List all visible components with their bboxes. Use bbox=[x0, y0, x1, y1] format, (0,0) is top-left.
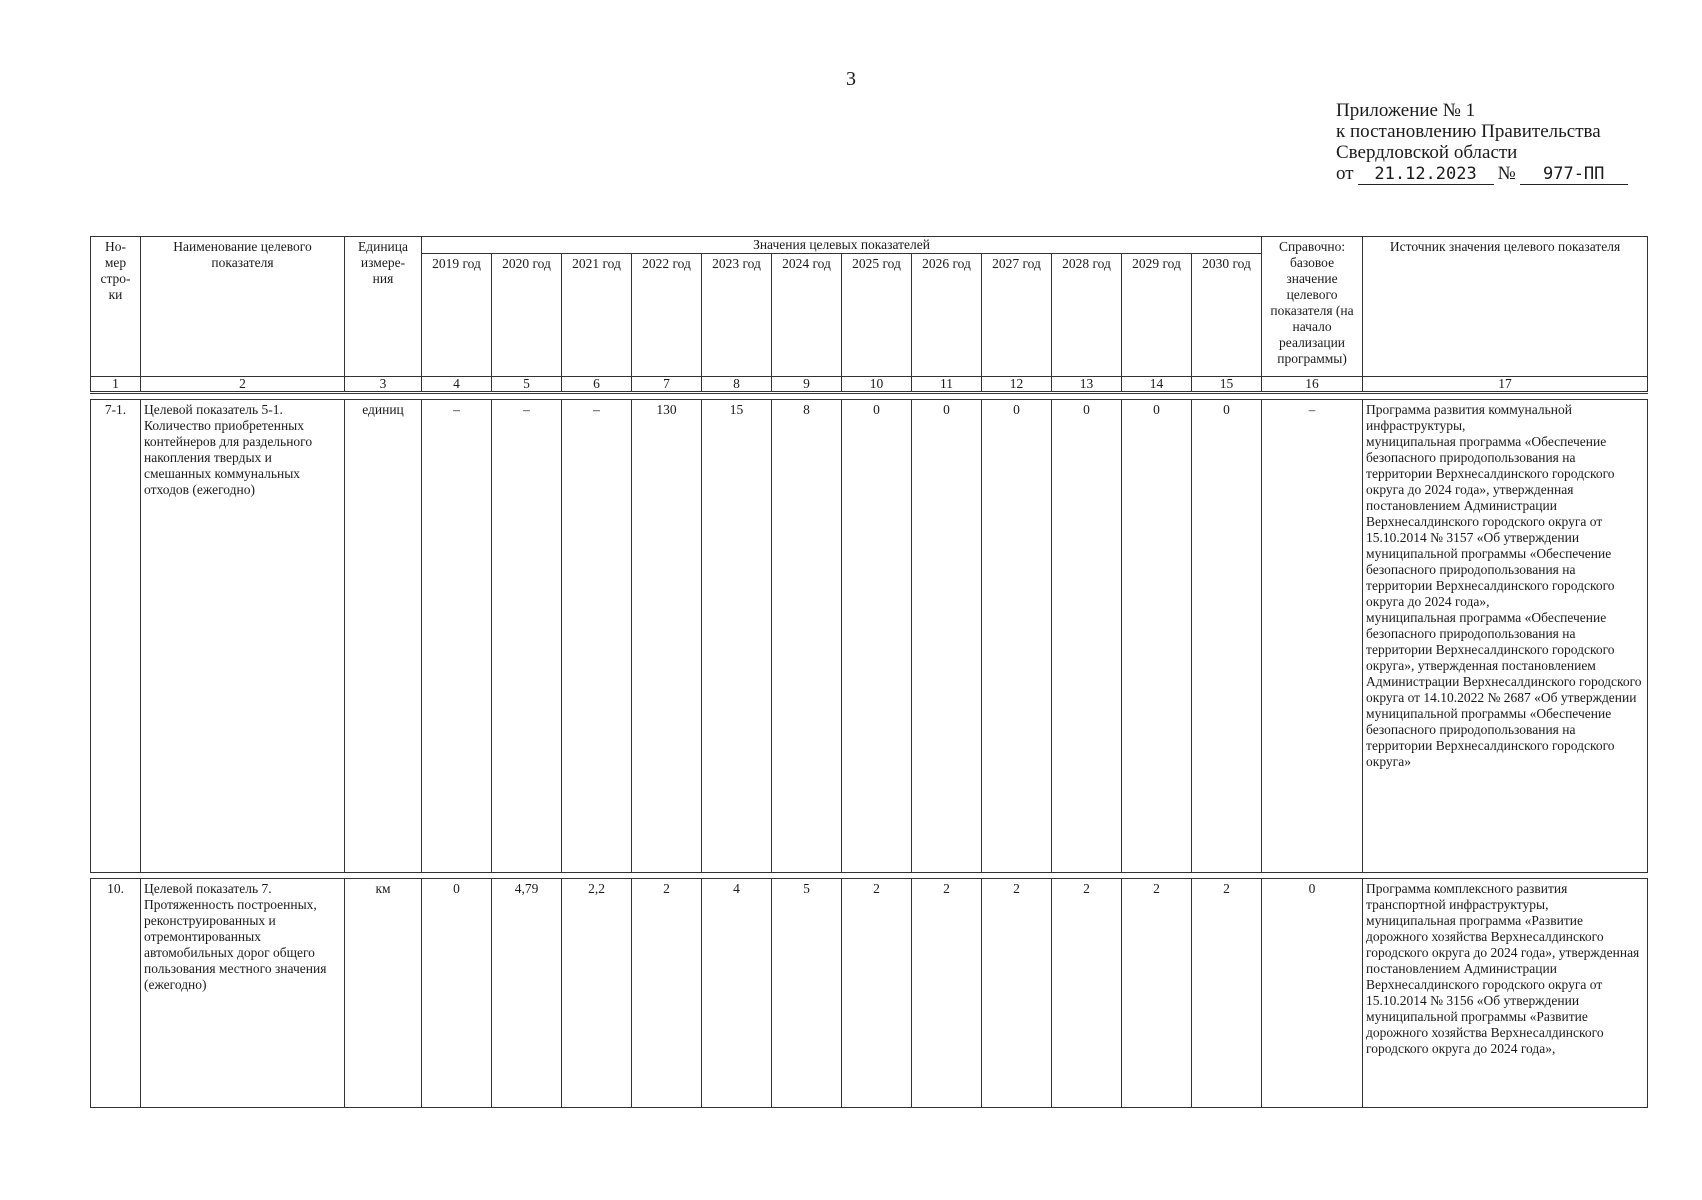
row-number: 10. bbox=[91, 879, 141, 1108]
value-cell: 130 bbox=[632, 400, 702, 873]
value-cell: 4 bbox=[702, 879, 772, 1108]
table-row bbox=[91, 400, 1648, 873]
header-year: 2025 год bbox=[842, 254, 912, 377]
page-number: 3 bbox=[846, 68, 856, 90]
resolution-number: 977-ПП bbox=[1520, 165, 1628, 185]
target-indicators-table bbox=[90, 236, 1648, 1108]
value-cell: 8 bbox=[772, 400, 842, 873]
column-number: 10 bbox=[842, 377, 912, 393]
column-number: 2 bbox=[141, 377, 345, 393]
column-number: 16 bbox=[1262, 377, 1363, 393]
source-cell: Программа комплексного развития транспортной инфраструктуры, муниципальная программа «Развитие дорожного хозяйства Верхнесалдинского городского округа до 2024 года», утвержденная постановлением Администрации Верхнесалдинского городского округа от 15.10.2014 № 3156 «Об утверждении муниципальной программы «Развитие дорожного хозяйства Верхнесалдинского городского округа до 2024 года», bbox=[1363, 879, 1648, 1108]
value-cell: 15 bbox=[702, 400, 772, 873]
value-cell: 2 bbox=[1122, 879, 1192, 1108]
value-cell: 2 bbox=[1192, 879, 1262, 1108]
base-value-cell: – bbox=[1262, 400, 1363, 873]
column-number: 12 bbox=[982, 377, 1052, 393]
header-year: 2026 год bbox=[912, 254, 982, 377]
value-cell: 0 bbox=[912, 400, 982, 873]
column-number: 14 bbox=[1122, 377, 1192, 393]
column-number: 13 bbox=[1052, 377, 1122, 393]
column-number: 4 bbox=[422, 377, 492, 393]
column-number: 11 bbox=[912, 377, 982, 393]
appendix-block bbox=[1336, 100, 1628, 185]
date-prefix: от bbox=[1336, 163, 1354, 184]
column-number: 8 bbox=[702, 377, 772, 393]
row-number: 7-1. bbox=[91, 400, 141, 873]
value-cell: 0 bbox=[1192, 400, 1262, 873]
value-cell: 0 bbox=[1052, 400, 1122, 873]
row-separator bbox=[91, 393, 1648, 400]
column-number: 6 bbox=[562, 377, 632, 393]
column-number: 5 bbox=[492, 377, 562, 393]
column-number: 7 bbox=[632, 377, 702, 393]
header-unit: Единица измере- ния bbox=[345, 237, 422, 377]
value-cell: 4,79 bbox=[492, 879, 562, 1108]
header-row-1 bbox=[91, 237, 1648, 254]
source-cell: Программа развития коммунальной инфраструктуры, муниципальная программа «Обеспечение безопасного природопользования на территории Верхнесалдинского городского округа до 2024 года», утвержденная постановлением Администрации Верхнесалдинского городского округа от 15.10.2014 № 3157 «Об утверждении муниципальной программы «Обеспечение безопасного природопользования на территории Верхнесалдинского городского округа до 2024 года», муниципальная программа «Обеспечение безопасного природопользования на территории Верхнесалдинского городского округа», утвержденная постановлением Администрации Верхнесалдинского городского округа от 14.10.2022 № 2687 «Об утверждении муниципальной программы «Обеспечение безопасного природопользования на территории Верхнесалдинского городского округа» bbox=[1363, 400, 1648, 873]
header-base-value: Справочно: базовое значение целевого показателя (на начало реализации программы) bbox=[1262, 237, 1363, 377]
value-cell: 0 bbox=[842, 400, 912, 873]
column-number: 17 bbox=[1363, 377, 1648, 393]
header-source: Источник значения целевого показателя bbox=[1363, 237, 1648, 377]
value-cell: 2 bbox=[1052, 879, 1122, 1108]
column-number: 15 bbox=[1192, 377, 1262, 393]
header-year: 2022 год bbox=[632, 254, 702, 377]
indicator-name: Целевой показатель 5-1. Количество приобретенных контейнеров для раздельного накопления твердых и смешанных коммунальных отходов (ежегодно) bbox=[141, 400, 345, 873]
value-cell: 5 bbox=[772, 879, 842, 1108]
column-number: 3 bbox=[345, 377, 422, 393]
table-row bbox=[91, 879, 1648, 1108]
header-year: 2019 год bbox=[422, 254, 492, 377]
value-cell: 2 bbox=[982, 879, 1052, 1108]
value-cell: – bbox=[562, 400, 632, 873]
header-indicator-name: Наименование целевого показателя bbox=[141, 237, 345, 377]
unit-cell: единиц bbox=[345, 400, 422, 873]
header-year: 2028 год bbox=[1052, 254, 1122, 377]
value-cell: 0 bbox=[982, 400, 1052, 873]
appendix-date-line bbox=[1336, 163, 1628, 185]
appendix-line-2: к постановлению Правительства bbox=[1336, 121, 1601, 142]
value-cell: 2 bbox=[842, 879, 912, 1108]
header-year: 2021 год bbox=[562, 254, 632, 377]
value-cell: 2,2 bbox=[562, 879, 632, 1108]
value-cell: – bbox=[422, 400, 492, 873]
appendix-title: Приложение № 1 bbox=[1336, 100, 1476, 121]
header-year: 2027 год bbox=[982, 254, 1052, 377]
column-numbers-row bbox=[91, 377, 1648, 393]
unit-cell: км bbox=[345, 879, 422, 1108]
indicator-name: Целевой показатель 7. Протяженность построенных, реконструированных и отремонтированных автомобильных дорог общего пользования местного значения (ежегодно) bbox=[141, 879, 345, 1108]
appendix-line-3: Свердловской области bbox=[1336, 142, 1518, 163]
value-cell: 0 bbox=[422, 879, 492, 1108]
value-cell: 2 bbox=[632, 879, 702, 1108]
header-year: 2029 год bbox=[1122, 254, 1192, 377]
header-year: 2020 год bbox=[492, 254, 562, 377]
header-row-number: Но- мер стро- ки bbox=[91, 237, 141, 377]
column-number: 9 bbox=[772, 377, 842, 393]
resolution-date: 21.12.2023 bbox=[1358, 165, 1494, 185]
value-cell: 2 bbox=[912, 879, 982, 1108]
value-cell: 0 bbox=[1122, 400, 1192, 873]
header-values-group: Значения целевых показателей bbox=[422, 237, 1262, 254]
header-year: 2030 год bbox=[1192, 254, 1262, 377]
header-year: 2023 год bbox=[702, 254, 772, 377]
header-year: 2024 год bbox=[772, 254, 842, 377]
value-cell: – bbox=[492, 400, 562, 873]
column-number: 1 bbox=[91, 377, 141, 393]
number-prefix: № bbox=[1497, 163, 1516, 184]
base-value-cell: 0 bbox=[1262, 879, 1363, 1108]
